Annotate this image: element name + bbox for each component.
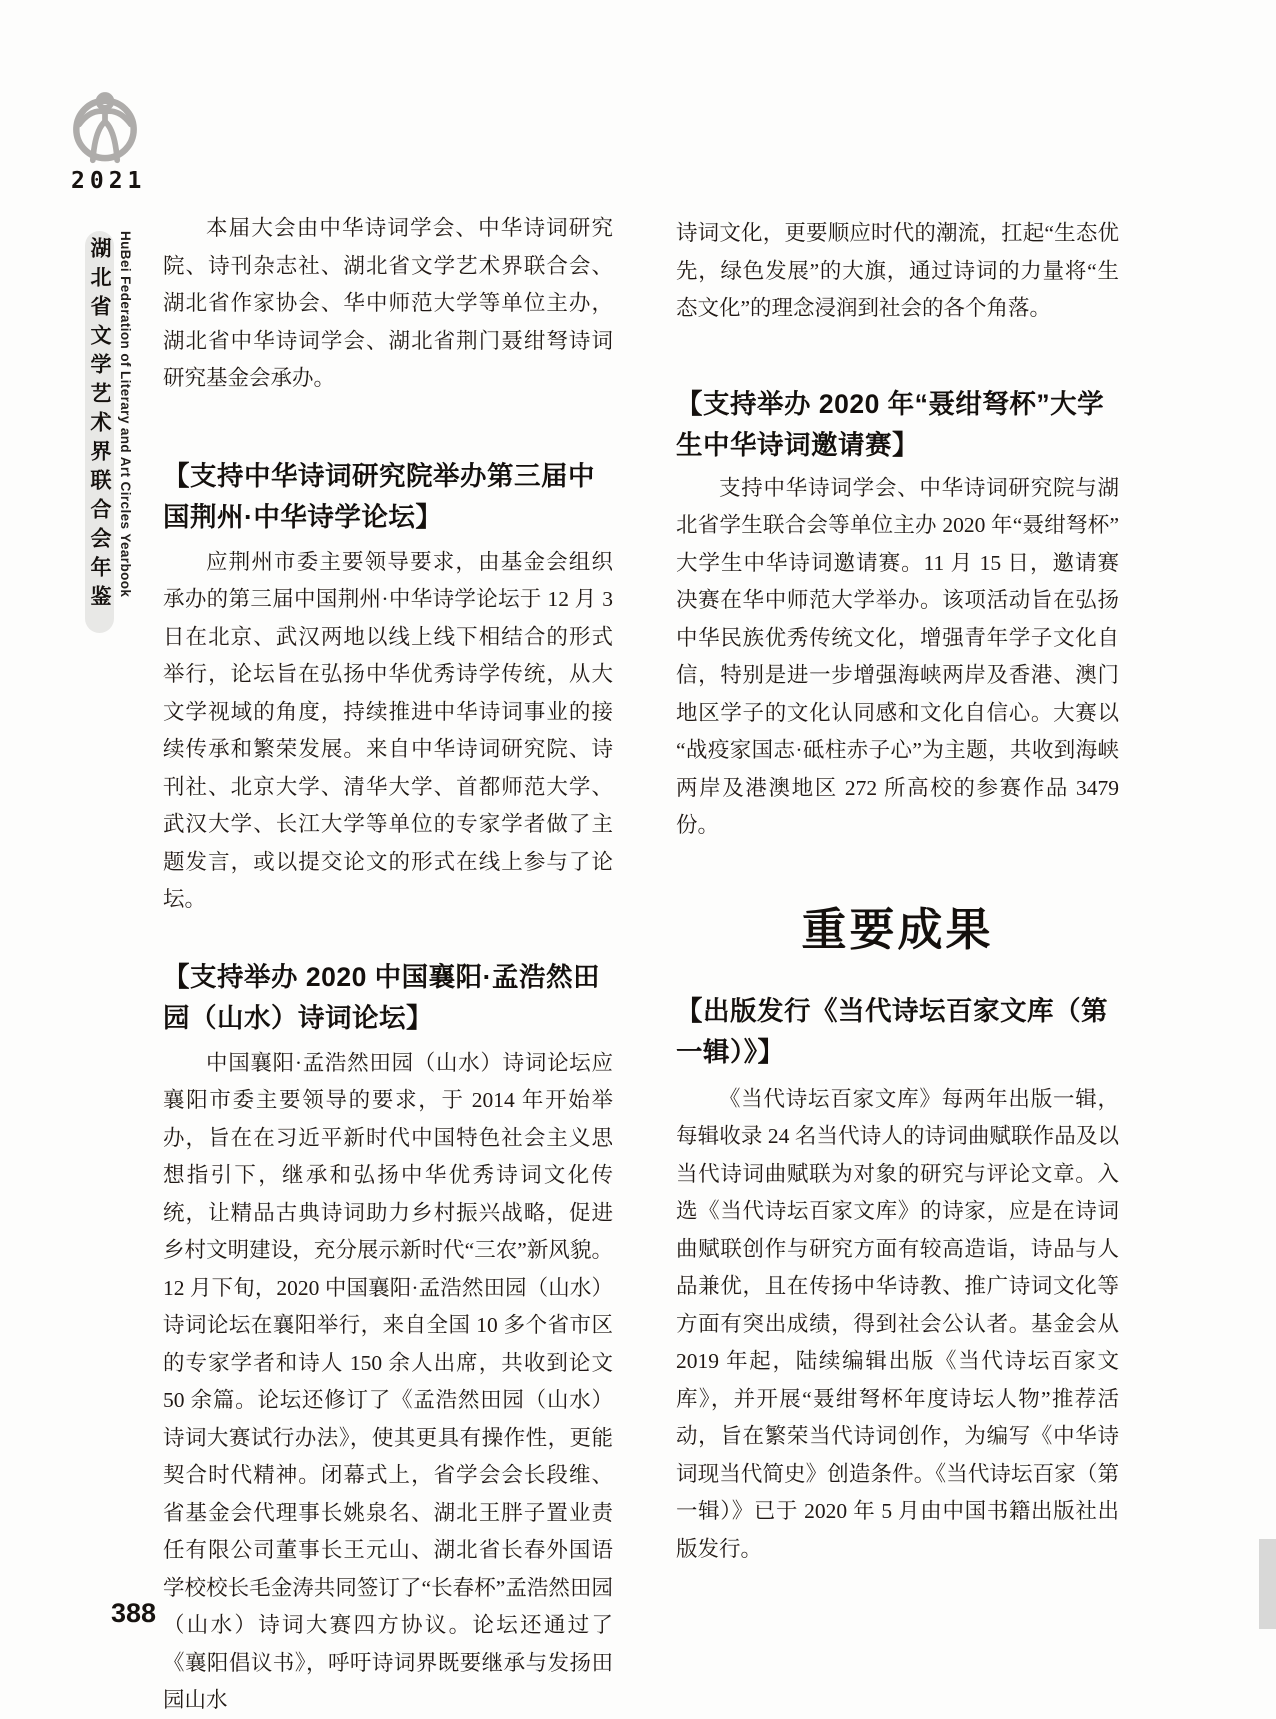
federation-emblem-icon [69,90,141,166]
entry-heading-library-publication: 【出版发行《当代诗坛百家文库（第一辑）》】 [676,995,1108,1067]
paragraph-invitational: 支持中华诗词学会、中华诗词研究院与湖北省学生联合会等单位主办 2020 年“聂绀弩杯”大学生中华诗词邀请赛。11 月 15 日，邀请赛决赛在华中师范大学举办。该项活动旨在弘扬中华民族优秀传统文化，增强青年学子文化自信，特别是进一步增强海峡两岸及香港、澳门地区学子的文化认同感和文化自信心。大赛以“战疫家国志·砥柱赤子心”为主题，共收到海峡两岸及港澳地区 272 所高校的参赛作品 3479 份。 [676,475,1119,837]
paragraph-xiangyang-forum: 中国襄阳·孟浩然田园（山水）诗词论坛应襄阳市委主要领导的要求，于 2014 年开始举办，旨在在习近平新时代中国特色社会主义思想指引下，继承和弘扬中华优秀诗词文化传统，让精品古典诗词助力乡村振兴战略，促进乡村文明建设，充分展示新时代“三农”新风貌。12 月下旬，2020 中国襄阳·孟浩然田园（山水）诗词论坛在襄阳举行，来自全国 10 多个省市区的专家学者和诗人 150 余人出席，共收到论文 50 余篇。论坛还修订了《孟浩然田园（山水）诗词大赛试行办法》，使其更具有操作性，更能契合时代精神。闭幕式上，省学会会长段维、省基金会代理事长姚泉名、湖北王胖子置业责任有限公司董事长王元山、湖北省长春外国语学校校长毛金涛共同签订了“长春杯”孟浩然田园（山水）诗词大赛四方协议。论坛还通过了《襄阳倡议书》，呼吁诗词界既要继承与发扬田园山水 [163,1050,613,1712]
entry-heading-invitational: 【支持举办 2020 年“聂绀弩杯”大学生中华诗词邀请赛】 [676,388,1105,460]
logo-year: 2021 [71,168,147,194]
logo-block [66,90,147,194]
paragraph-jingzhou-forum: 应荆州市委主要领导要求，由基金会组织承办的第三届中国荆州·中华诗学论坛于 12 月 3 日在北京、武汉两地以线上线下相结合的形式举行，论坛旨在弘扬中华优秀诗学传统，从大文学视域的角度，持续推进中华诗词事业的接续传承和繁荣发展。来自中华诗词研究院、诗刊社、北京大学、清华大学、首都师范大学、武汉大学、长江大学等单位的专家学者做了主题发言，或以提交论文的形式在线上参与了论坛。 [163,549,613,911]
paragraph-library-publication: 《当代诗坛百家文库》每两年出版一辑，每辑收录 24 名当代诗人的诗词曲赋联作品及以当代诗词曲赋联为对象的研究与评论文章。入选《当代诗坛百家文库》的诗家，应是在诗词曲赋联创作与研究方面有较高造诣，诗品与人品兼优，且在传扬中华诗教、推广诗词文化等方面有突出成绩，得到社会公认者。基金会从 2019 年起，陆续编辑出版《当代诗坛百家文库》，并开展“聂绀弩杯年度诗坛人物”推荐活动，旨在繁荣当代诗词创作，为编写《中华诗词现当代简史》创造条件。《当代诗坛百家（第一辑）》已于 2020 年 5 月由中国书籍出版社出版发行。 [676,1086,1119,1561]
sidebar-title-en: HuBei Federation of Literary and Art Circles Yearbook [118,231,133,598]
page-number: 388 [111,1598,157,1628]
left-column [163,210,613,1719]
entry-heading-jingzhou-forum: 【支持中华诗词研究院举办第三届中国荆州·中华诗学论坛】 [163,460,595,532]
paragraph-intro: 本届大会由中华诗词学会、中华诗词研究院、诗刊杂志社、湖北省文学艺术界联合会、湖北省作家协会、华中师范大学等单位主办，湖北省中华诗词学会、湖北省荆门聂绀弩诗词研究基金会承办。 [163,216,613,390]
sidebar-title-cn: 湖北省文学艺术界联合会年鉴 [85,231,114,633]
edge-tab-marker [1259,1539,1276,1629]
section-title-important-achievements: 重要成果 [801,903,994,955]
entry-heading-xiangyang-forum: 【支持举办 2020 中国襄阳·孟浩然田园（山水）诗词论坛】 [163,961,601,1033]
paragraph-continued: 诗词文化，更要顺应时代的潮流，扛起“生态优先，绿色发展”的大旗，通过诗词的力量将“生态文化”的理念浸润到社会的各个角落。 [676,221,1119,320]
right-column [676,215,1119,1568]
